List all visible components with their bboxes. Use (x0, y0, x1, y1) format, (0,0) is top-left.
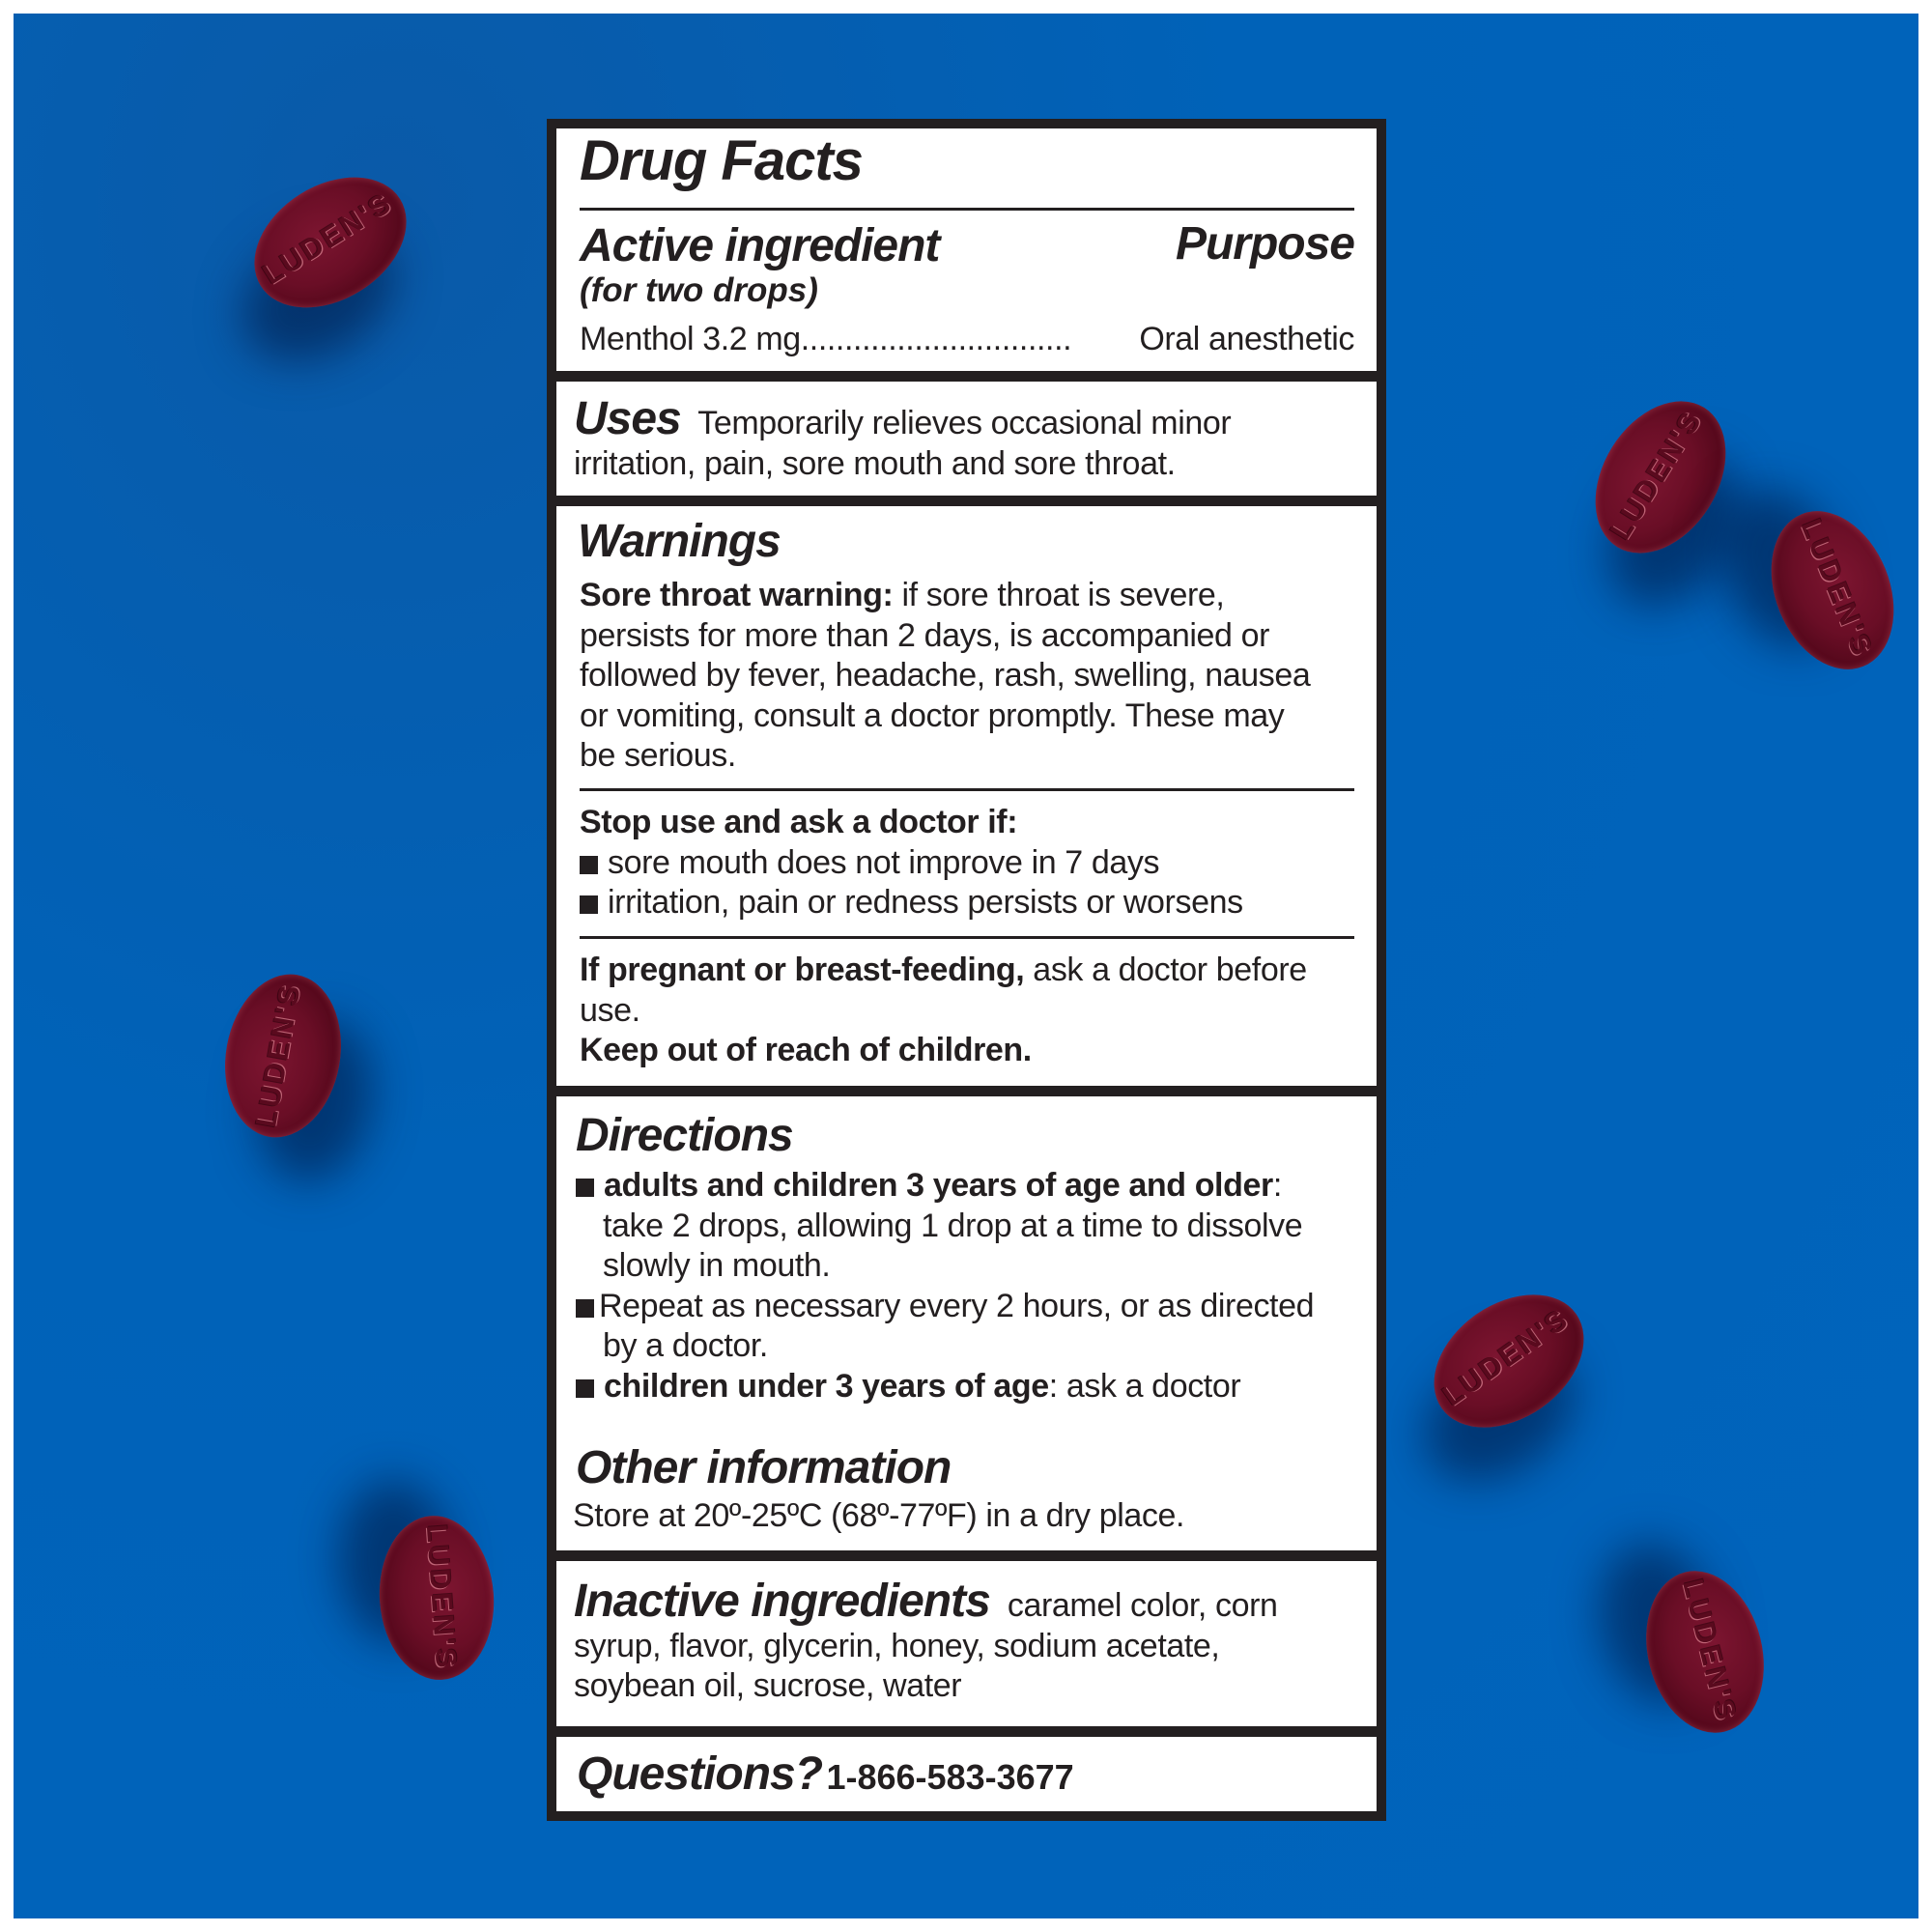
section-bar (554, 371, 1377, 382)
candy-logo: LUDEN'S (1605, 404, 1710, 546)
pregnant-text: ask a doctor before (1024, 952, 1307, 988)
stop-use-item (580, 843, 1243, 884)
sore-throat-warning (580, 576, 1310, 777)
drug-facts-title: Drug Facts (580, 129, 863, 192)
section-bar (554, 1726, 1377, 1737)
section-bar (554, 1550, 1377, 1561)
divider (580, 788, 1354, 791)
direction-text: take 2 drops, allowing 1 drop at a time to dissolve (603, 1207, 1303, 1244)
leader-dots: ............................... (800, 321, 1072, 357)
uses-section (574, 393, 1232, 484)
keep-out-of-reach: Keep out of reach of children. (580, 1032, 1032, 1068)
active-ingredient-heading: Active ingredient (580, 220, 940, 271)
warning-text-line: or vomiting, consult a doctor promptly. These may (580, 696, 1285, 734)
ingredient-name: Menthol 3.2 mg (580, 321, 801, 357)
pregnant-label: If pregnant or breast-feeding, (580, 952, 1025, 988)
directions-list (576, 1166, 1314, 1406)
inactive-text-line: caramel color, corn (998, 1587, 1278, 1624)
section-bar (554, 496, 1377, 506)
divider (580, 208, 1354, 211)
pregnancy-warning (580, 951, 1307, 1071)
questions-heading: Questions? (577, 1748, 823, 1800)
direction-item (576, 1166, 1314, 1207)
inactive-text-line: soybean oil, sucrose, water (574, 1667, 962, 1704)
candy-logo: LUDEN'S (1676, 1576, 1743, 1726)
warning-text-line: followed by fever, headache, rash, swelling, nausea (580, 657, 1311, 694)
uses-text-line: irritation, pain, sore mouth and sore throat. (574, 444, 1176, 482)
direction-item (576, 1367, 1314, 1407)
section-bar (554, 1086, 1377, 1096)
warnings-heading: Warnings (578, 516, 781, 567)
uses-heading: Uses (574, 393, 681, 444)
candy-logo: LUDEN'S (1794, 514, 1879, 663)
stop-use-section (580, 803, 1243, 923)
questions-row (577, 1747, 1074, 1802)
stop-use-heading: Stop use and ask a doctor if: (580, 804, 1018, 840)
candy-logo: LUDEN'S (250, 980, 307, 1130)
inactive-ingredients-section (574, 1576, 1278, 1707)
direction-text: : (1272, 1167, 1282, 1204)
ingredient-purpose: Oral anesthetic (1139, 321, 1354, 357)
candy-logo: LUDEN'S (257, 186, 399, 292)
pregnant-text: use. (580, 991, 640, 1029)
direction-item (576, 1287, 1314, 1327)
bullet-square-icon (576, 1179, 594, 1197)
sore-throat-label: Sore throat warning: (580, 577, 894, 613)
bullet-square-icon (580, 856, 598, 874)
bullet-square-icon (576, 1379, 594, 1398)
bullet-square-icon (580, 895, 598, 914)
direction-text: Repeat as necessary every 2 hours, or as directed (599, 1287, 1315, 1324)
ingredient-row (580, 320, 1354, 360)
stop-use-item-text: irritation, pain or redness persists or worsens (608, 884, 1243, 921)
warning-text-line: be serious. (580, 737, 736, 774)
inactive-heading: Inactive ingredients (574, 1576, 990, 1627)
direction-bold: adults and children 3 years of age and older (604, 1167, 1273, 1204)
direction-text: slowly in mouth. (603, 1247, 831, 1284)
divider (580, 936, 1354, 939)
warning-text-line: if sore throat is severe, (893, 577, 1225, 613)
direction-bold: children under 3 years of age (604, 1367, 1049, 1405)
warning-text-line: persists for more than 2 days, is accompanied or (580, 616, 1270, 654)
direction-text: : ask a doctor (1048, 1367, 1241, 1405)
inactive-text-line: syrup, flavor, glycerin, honey, sodium acetate, (574, 1627, 1220, 1664)
stop-use-item (580, 883, 1243, 923)
stop-use-item-text: sore mouth does not improve in 7 days (608, 843, 1160, 881)
bullet-square-icon (576, 1299, 594, 1318)
storage-text: Store at 20º-25ºC (68º-77ºF) in a dry place. (573, 1497, 1185, 1534)
active-ingredient-subheading: (for two drops) (580, 271, 818, 309)
uses-text-line: Temporarily relieves occasional minor (697, 405, 1232, 441)
other-information-heading: Other information (576, 1442, 952, 1493)
direction-text: by a doctor. (603, 1327, 768, 1364)
candy-logo: LUDEN'S (419, 1522, 463, 1672)
directions-heading: Directions (576, 1110, 793, 1161)
candy-logo: LUDEN'S (1436, 1302, 1576, 1413)
purpose-heading: Purpose (1175, 218, 1354, 270)
phone-number[interactable]: 1-866-583-3677 (826, 1757, 1074, 1797)
